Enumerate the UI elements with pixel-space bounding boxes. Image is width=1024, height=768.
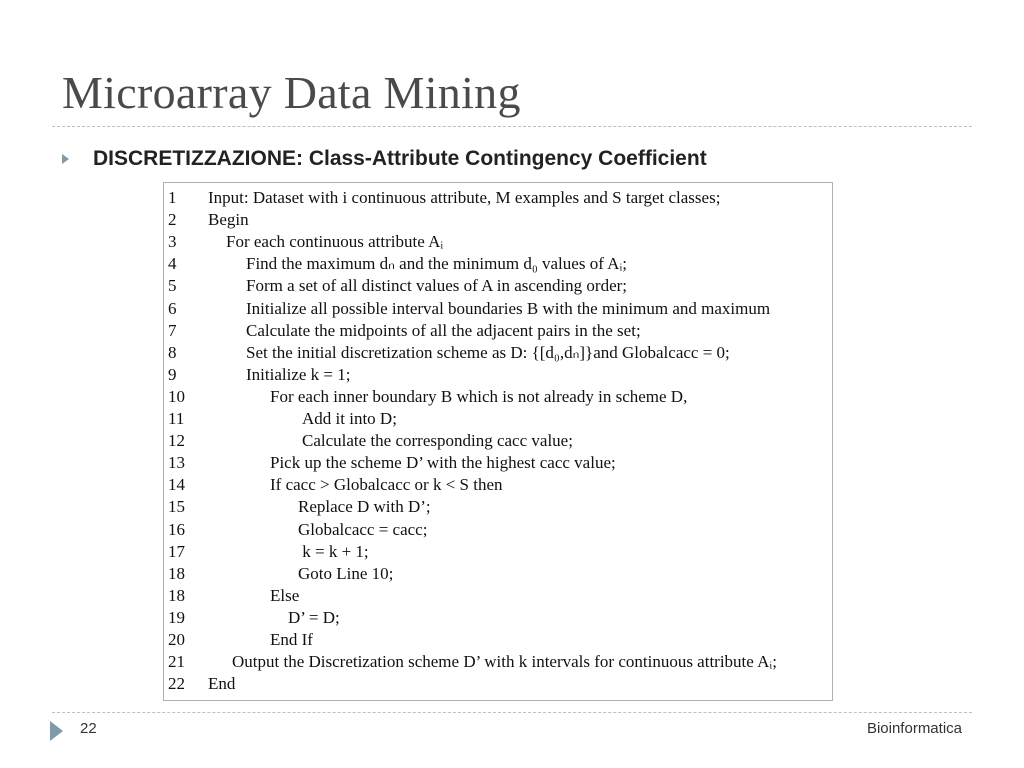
algorithm-line — [168, 607, 340, 629]
line-text: Set the initial discretization scheme as D: {[d₀,dₙ]}and Globalcacc = 0; — [246, 342, 730, 362]
algorithm-line — [168, 563, 393, 585]
line-text: For each inner boundary B which is not already in scheme D, — [270, 386, 688, 406]
line-text: Begin — [208, 210, 249, 230]
line-number: 2 — [168, 210, 177, 230]
algorithm-line — [168, 430, 573, 452]
line-text: Initialize k = 1; — [246, 364, 351, 384]
algorithm-line — [168, 231, 443, 253]
line-number: 4 — [168, 254, 177, 274]
line-text: End — [208, 674, 236, 694]
line-number: 15 — [168, 497, 185, 517]
line-text: End If — [270, 630, 313, 649]
line-text: Goto Line 10; — [298, 563, 394, 583]
algorithm-line — [168, 496, 431, 518]
algorithm-line — [168, 275, 627, 297]
algorithm-line — [168, 386, 687, 408]
line-number: 18 — [168, 585, 185, 605]
line-number: 10 — [168, 386, 185, 406]
line-number: 6 — [168, 298, 177, 318]
line-text: Globalcacc = cacc; — [298, 519, 428, 539]
algorithm-line — [168, 651, 777, 673]
page-number: 22 — [80, 720, 97, 737]
algorithm-line — [168, 320, 641, 342]
line-number: 19 — [168, 607, 185, 627]
line-number: 14 — [168, 475, 185, 495]
bullet-item — [62, 146, 707, 172]
line-number: 12 — [168, 431, 185, 451]
algorithm-line — [168, 585, 299, 607]
line-text: Initialize all possible interval boundaries B with the minimum and maximum — [246, 298, 771, 318]
line-number: 7 — [168, 320, 177, 340]
algorithm-box — [163, 182, 833, 701]
line-text: Calculate the corresponding cacc value; — [302, 431, 573, 451]
line-text: Else — [270, 585, 300, 605]
line-number: 21 — [168, 652, 185, 672]
slide-title: Microarray Data Mining — [62, 67, 521, 118]
line-text: If cacc > Globalcacc or k < S then — [270, 475, 503, 495]
line-number: 1 — [168, 188, 177, 207]
algorithm-line — [168, 298, 770, 320]
line-number: 9 — [168, 364, 177, 384]
line-text: Output the Discretization scheme D’ with k intervals for continuous attribute Aᵢ; — [232, 652, 777, 672]
algorithm-line — [168, 452, 616, 474]
line-number: 3 — [168, 232, 177, 252]
line-number: 20 — [168, 630, 185, 649]
line-number: 18 — [168, 563, 185, 583]
algorithm-line — [168, 253, 627, 275]
line-number: 17 — [168, 541, 185, 561]
line-text: For each continuous attribute Aᵢ — [226, 232, 444, 252]
algorithm-line — [168, 629, 313, 651]
bullet-text: DISCRETIZZAZIONE: Class-Attribute Contingency Coefficient — [93, 147, 707, 170]
algorithm-line — [168, 474, 503, 496]
bullet-arrow-icon — [62, 154, 69, 164]
footer-arrow-icon — [50, 721, 63, 741]
algorithm-line — [168, 209, 249, 231]
footer-divider — [52, 712, 972, 713]
line-text: Find the maximum dₙ and the minimum d₀ values of Aᵢ; — [246, 254, 627, 274]
line-number: 8 — [168, 342, 177, 362]
line-number: 22 — [168, 674, 185, 694]
line-text: Calculate the midpoints of all the adjacent pairs in the set; — [246, 320, 641, 340]
footer-course-name: Bioinformatica — [866, 720, 962, 737]
algorithm-line — [168, 408, 397, 430]
line-text: k = k + 1; — [298, 541, 369, 561]
line-text: D’ = D; — [288, 607, 340, 627]
line-text: Add it into D; — [302, 409, 397, 428]
line-number: 11 — [168, 409, 185, 428]
algorithm-line — [168, 519, 427, 541]
line-number: 5 — [168, 276, 177, 296]
algorithm-line — [168, 673, 235, 695]
line-number: 16 — [168, 519, 185, 539]
line-text: Form a set of all distinct values of A in ascending order; — [246, 276, 628, 296]
algorithm-line — [168, 541, 369, 563]
algorithm-line — [168, 342, 730, 364]
algorithm-line — [168, 364, 350, 386]
line-text: Pick up the scheme D’ with the highest cacc value; — [270, 453, 616, 473]
algorithm-line — [168, 187, 720, 209]
line-number: 13 — [168, 453, 185, 473]
line-text: Replace D with D’; — [298, 497, 431, 517]
title-divider — [52, 126, 972, 127]
line-text: Input: Dataset with i continuous attribute, M examples and S target classes; — [208, 188, 721, 207]
